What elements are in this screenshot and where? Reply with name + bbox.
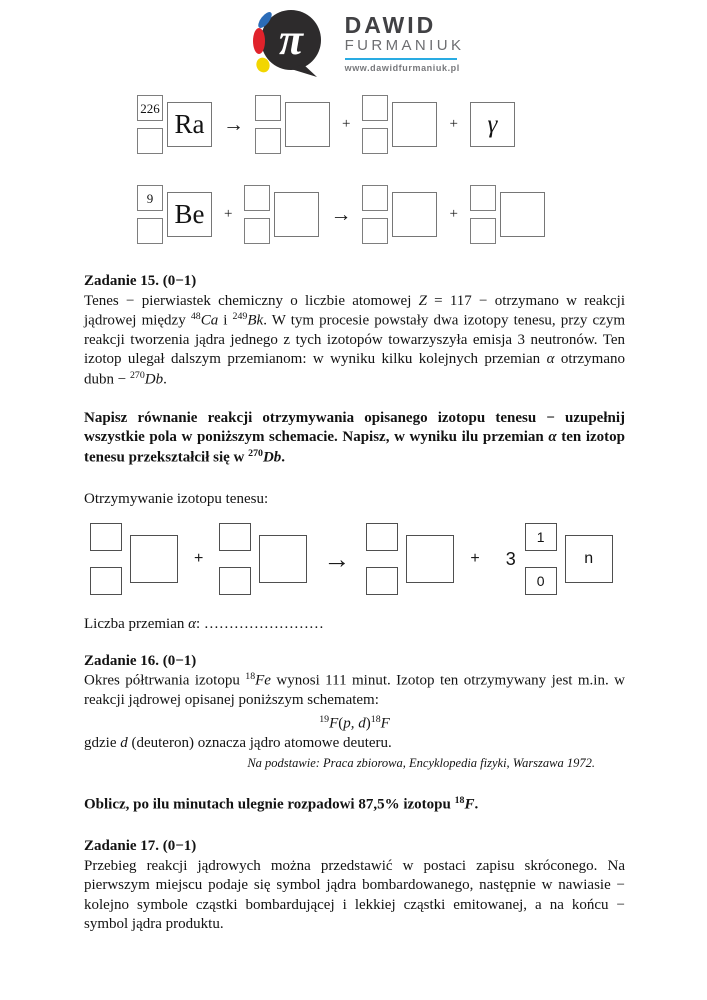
pi-speech-bubble-icon	[239, 8, 331, 78]
element-symbol-box: Ra	[167, 102, 212, 147]
atomic-number-answer-box	[137, 128, 163, 154]
neutron-mass-box: 1	[525, 523, 557, 551]
element-symbol-answer-box	[406, 535, 454, 583]
number-stack	[362, 95, 388, 154]
nuclide-reactant-2	[244, 185, 319, 244]
source-citation: Na podstawie: Praca zbiorowa, Encyklopedia fizyki, Warszawa 1972.	[247, 756, 595, 771]
number-stack	[244, 185, 270, 244]
number-stack	[90, 523, 122, 595]
mass-number-answer-box	[219, 523, 251, 551]
mass-number-box: 226	[137, 95, 163, 121]
task15-heading: Zadanie 15. (0−1)	[84, 273, 197, 289]
neutron-coefficient: 3	[505, 548, 516, 569]
task15-intro-paragraph: Tenes − pierwiastek chemiczny o liczbie atomowej Z = 117 − otrzymano w reakcji jądrowej między $^{48}$Ca i $^{249}$Bk. W tym procesie powstały dwa izotopy tenesu, przy czym reakcji tworzenia jądra jednego z tych izotopów towarzyszyła emisja 3 neutronów. Ten izotop ulegał dalszym przemianom: w wyniku kilku kolejnych przemian α otrzymano dubn − $^{270}$Db.	[84, 292, 625, 388]
atomic-number-answer-box	[362, 128, 388, 154]
logo-surname: FURMANIUK	[344, 37, 465, 55]
atomic-number-answer-box	[362, 218, 388, 244]
logo-text	[345, 13, 465, 73]
number-stack	[366, 523, 398, 595]
element-symbol-answer-box	[392, 102, 437, 147]
plus-symbol: +	[224, 206, 233, 222]
task16-heading: Zadanie 16. (0−1)	[84, 652, 197, 669]
nuclide-neutron	[525, 523, 613, 595]
atomic-number-answer-box	[137, 218, 163, 244]
number-stack	[137, 185, 163, 244]
reaction-diagram-radium	[137, 95, 625, 154]
mass-number-answer-box	[362, 95, 388, 121]
mass-number-answer-box	[470, 185, 496, 211]
element-symbol-answer-box	[130, 535, 178, 583]
nuclide-product-2	[362, 95, 437, 154]
mass-number-answer-box	[90, 523, 122, 551]
nuclide-reactant-2	[219, 523, 307, 595]
neutron-charge-box: 0	[525, 567, 557, 595]
plus-symbol: +	[470, 550, 480, 568]
atomic-number-answer-box	[366, 567, 398, 595]
number-stack	[219, 523, 251, 595]
mass-number-answer-box	[255, 95, 281, 121]
nuclide-product-1	[362, 185, 437, 244]
arrow-symbol: →	[323, 543, 351, 574]
logo-name: DAWID	[344, 11, 437, 38]
number-stack	[137, 95, 163, 154]
plus-symbol: +	[342, 116, 351, 132]
tennessine-diagram-title: Otrzymywanie izotopu tenesu:	[84, 490, 269, 507]
atomic-number-answer-box	[470, 218, 496, 244]
nuclide-beryllium	[137, 185, 212, 244]
task17-heading: Zadanie 17. (0−1)	[84, 838, 197, 855]
gamma-symbol-box: γ	[470, 102, 515, 147]
task16-deuteron-note: gdzie d (deuteron) oznacza jądro atomowe deuteru.	[84, 734, 392, 751]
element-symbol-answer-box	[392, 192, 437, 237]
nuclide-reactant-1	[90, 523, 178, 595]
atomic-number-answer-box	[90, 567, 122, 595]
task16-command-paragraph: Oblicz, po ilu minutach ulegnie rozpadowi 87,5% izotopu $^{18}$F.	[84, 795, 479, 813]
element-symbol-answer-box	[259, 535, 307, 583]
mass-number-answer-box	[362, 185, 388, 211]
mass-number-answer-box	[366, 523, 398, 551]
mass-number-answer-box	[244, 185, 270, 211]
element-symbol-answer-box	[500, 192, 545, 237]
number-stack	[362, 185, 388, 244]
logo-divider	[345, 58, 457, 60]
nuclear-reaction-formula: $^{19}$F(p, d)$^{18}$F	[319, 713, 390, 732]
task15-command-paragraph: Napisz równanie reakcji otrzymywania opisanego izotopu tenesu − uzupełnij wszystkie pola w poniższym schemacie. Napisz, w wyniku ilu przemian α ten izotop tenesu przekształcił się w $^{270}$Db.	[84, 409, 625, 466]
element-symbol-box: Be	[167, 192, 212, 237]
arrow-symbol: →	[223, 112, 244, 136]
plus-symbol: +	[194, 550, 204, 568]
task17-intro-paragraph: Przebieg reakcji jądrowych można przedstawić w postaci zapisu skróconego. Na pierwszym miejscu podaje się symbol jądra bombardowanego, następnie w nawiasie − kolejno symbole cząstki bombardującej i lekkiej cząstki emitowanej, a na końcu − symbol jądra produktu.	[84, 857, 625, 933]
number-stack	[470, 185, 496, 244]
nuclide-product-2	[470, 185, 545, 244]
svg-text:π: π	[278, 15, 303, 64]
nuclide-radium	[137, 95, 212, 154]
number-stack	[525, 523, 557, 595]
reaction-diagram-beryllium	[137, 185, 625, 244]
task16-intro-paragraph: Okres półtrwania izotopu $^{18}$Fe wynosi 111 minut. Izotop ten otrzymywany jest m.in. w reakcji jądrowej opisanej poniższym schematem:	[84, 671, 625, 709]
mass-number-box: 9	[137, 185, 163, 211]
logo-website: www.dawidfurmaniuk.pl	[344, 63, 460, 74]
atomic-number-answer-box	[219, 567, 251, 595]
atomic-number-answer-box	[244, 218, 270, 244]
number-stack	[255, 95, 281, 154]
reaction-diagram-tennessine	[90, 523, 625, 595]
nuclide-product-1	[255, 95, 330, 154]
arrow-symbol: →	[330, 202, 352, 226]
neutron-symbol-box: n	[565, 535, 613, 583]
nuclide-product	[366, 523, 454, 595]
element-symbol-answer-box	[285, 102, 330, 147]
element-symbol-answer-box	[274, 192, 319, 237]
plus-symbol: +	[449, 206, 458, 222]
logo	[84, 8, 619, 78]
atomic-number-answer-box	[255, 128, 281, 154]
plus-symbol: +	[449, 116, 458, 132]
alpha-count-answer-line: Liczba przemian α: ……………………	[84, 616, 324, 633]
